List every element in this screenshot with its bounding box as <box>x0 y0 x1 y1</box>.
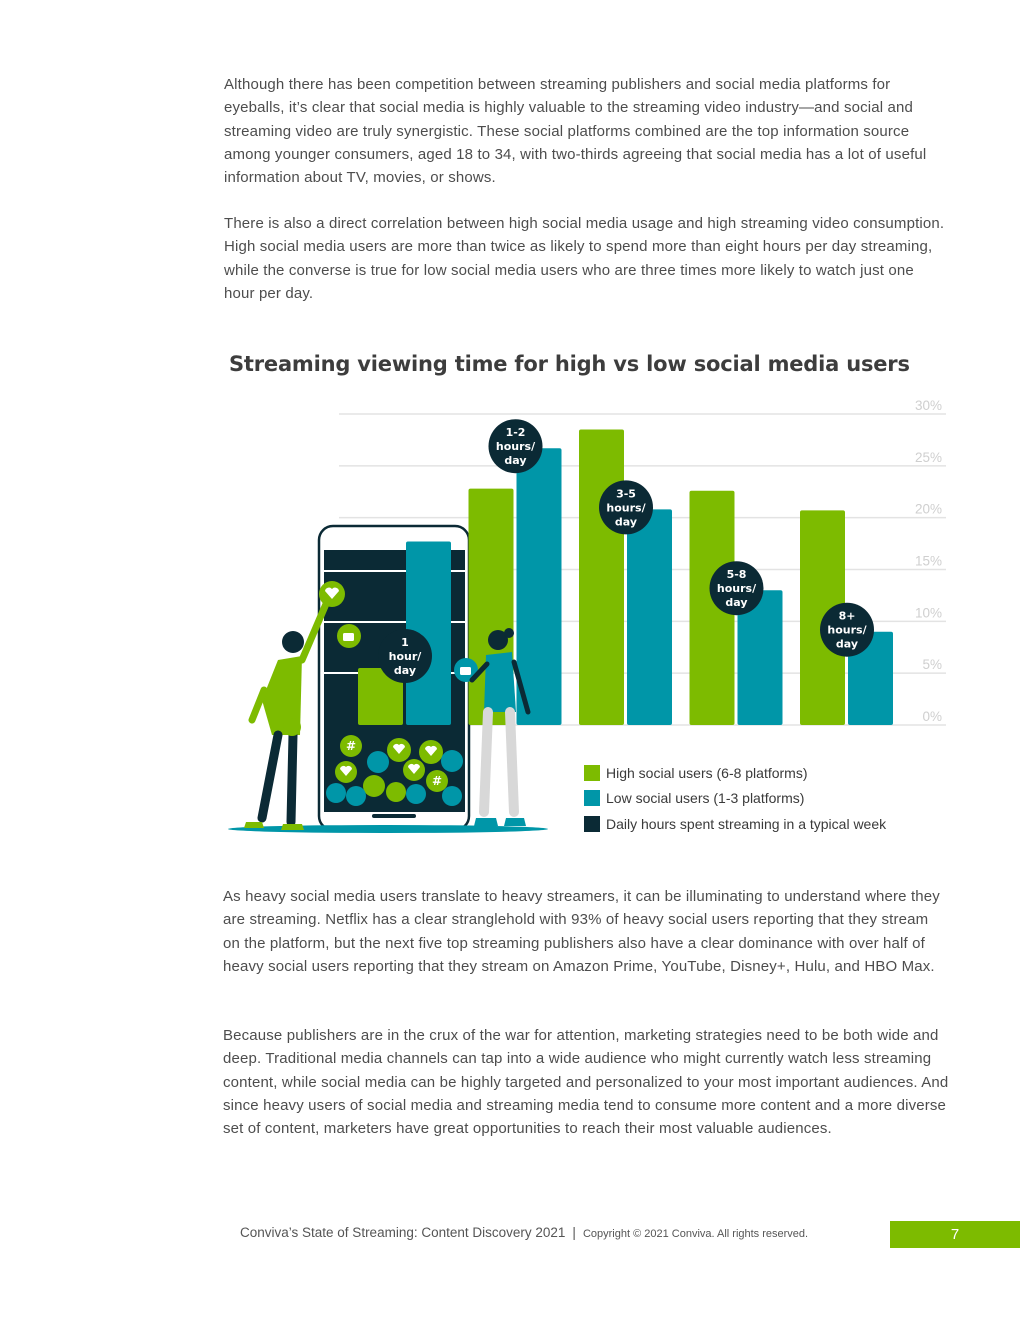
footer-copyright: Copyright © 2021 Conviva. All rights reserved. <box>582 1228 809 1240</box>
intro-paragraph-1: Although there has been competition between streaming publishers and social media platforms for eyeballs, it’s clear that social media is highly valuable to the streaming video industry—and social and streaming video are truly synergistic. These social platforms combined are the top information source among younger consumers, aged 18 to 34, with two-thirds agreeing that social media has a lot of useful information about TV, movies, or shows. <box>224 76 927 187</box>
y-tick-label: 25% <box>914 449 942 465</box>
category-badge-label: day <box>614 515 638 529</box>
category-badge <box>599 480 653 534</box>
category-badge-label: day <box>393 664 417 677</box>
category-badge-label: hours/ <box>827 623 867 637</box>
legend-label-high: High social users (6-8 platforms) <box>606 764 808 781</box>
category-badge-label: day <box>835 637 859 651</box>
category-badge-label: 1-2 <box>505 426 526 440</box>
body-paragraph-4: Because publishers are in the crux of the war for attention, marketing strategies need to be both wide and deep. Traditional media channels can tap into a wide audience who might currently watch less streaming content, while social media can be highly targeted and personalized to your most important audiences. And since heavy users of social media and streaming media tend to consume more content and a more diverse set of content, marketers have great opportunities to reach their most valuable audiences. <box>223 1027 949 1138</box>
category-badge-label: day <box>504 454 527 468</box>
legend-swatch-daily <box>584 816 600 832</box>
bar-low-social <box>517 448 562 725</box>
y-tick-label: 20% <box>914 501 942 517</box>
y-tick-label: 15% <box>914 553 942 569</box>
legend-swatch-low <box>584 790 600 806</box>
hashtag-icon: # <box>345 739 357 753</box>
category-badge-label: hours/ <box>606 501 646 515</box>
footer <box>240 1225 808 1240</box>
y-tick-label: 0% <box>922 709 942 724</box>
category-badge-label: hour/ <box>388 650 422 663</box>
bar-low-social <box>627 509 672 725</box>
y-tick-label: 10% <box>914 605 942 621</box>
category-badge-label: day <box>725 596 748 610</box>
legend-item-low-social <box>584 786 886 812</box>
category-badge-label: 1 <box>401 636 409 649</box>
category-badge-label: 3-5 <box>616 487 636 501</box>
chart-title: Streaming viewing time for high vs low social media users <box>229 352 910 376</box>
legend-label-daily: Daily hours spent streaming in a typical week <box>606 815 887 832</box>
category-badge <box>710 561 764 615</box>
legend-item-high-social <box>584 760 886 786</box>
page-number: 7 <box>890 1221 1020 1248</box>
category-badge <box>489 419 543 473</box>
chart-legend <box>584 760 886 837</box>
legend-label-low: Low social users (1-3 platforms) <box>606 790 805 807</box>
man-figure <box>244 604 326 830</box>
category-badge <box>378 629 432 683</box>
y-tick-label: 5% <box>922 657 942 673</box>
bar-high-social <box>579 430 624 725</box>
category-badge-label: hours/ <box>495 440 536 454</box>
hashtag-icon: # <box>431 774 443 788</box>
footer-report-title: Conviva’s State of Streaming: Content Discovery 2021 <box>240 1225 566 1240</box>
legend-item-daily-hours <box>584 811 886 837</box>
category-badge-label: hours/ <box>716 582 757 596</box>
category-badge-label: 5-8 <box>726 568 747 582</box>
footer-separator: | <box>572 1225 576 1240</box>
body-paragraph-3: As heavy social media users translate to heavy streamers, it can be illuminating to understand where they are streaming. Netflix has a clear stranglehold with 93% of heavy social users reporting that they stream on the platform, but the next five top streaming publishers also have a clear dominance with over half of heavy social users reporting that they stream on Amazon Prime, YouTube, Disney+, Hulu, and HBO Max. <box>223 888 940 975</box>
category-badge <box>820 603 874 657</box>
category-badge-label: 8+ <box>838 609 856 623</box>
y-tick-label: 30% <box>914 398 942 413</box>
intro-paragraph-2: There is also a direct correlation between high social media usage and high streaming video consumption. High social media users are more than twice as likely to spend more than eight hours per day streaming, while the converse is true for low social media users who are three times more likely to watch just one hour per day. <box>224 215 945 302</box>
legend-swatch-high <box>584 765 600 781</box>
